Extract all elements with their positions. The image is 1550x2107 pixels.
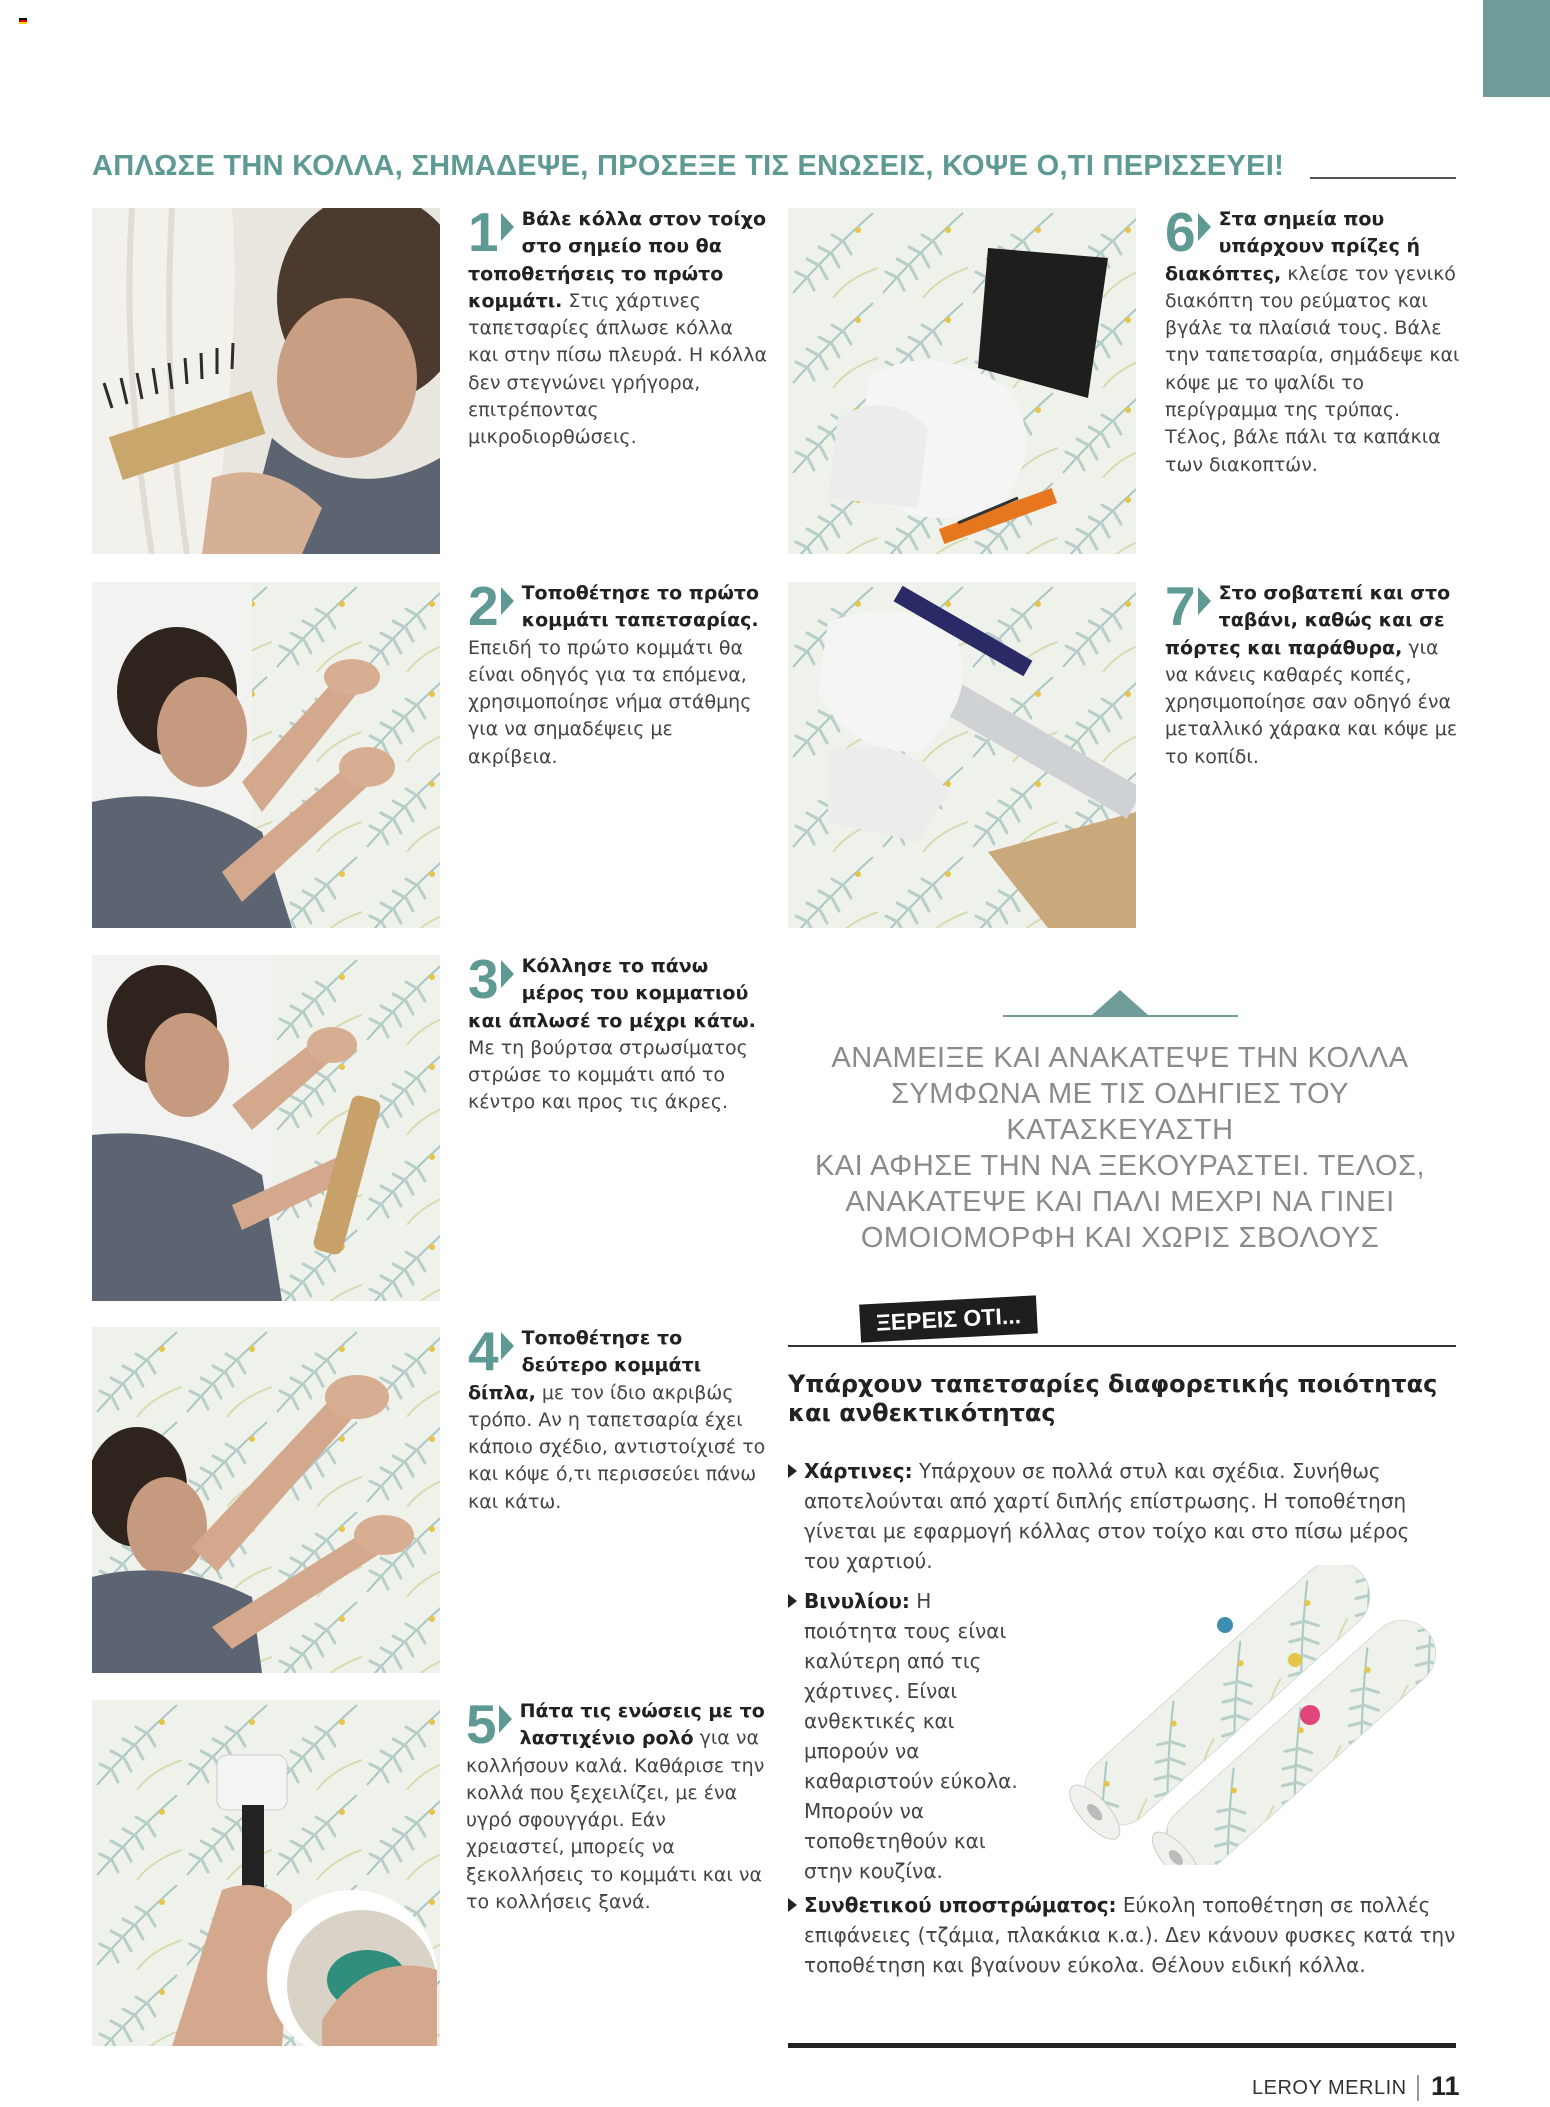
step-text: Με τη βούρτσα στρωσίματος στρώσε το κομμάτι από το κέντρο και προς τις άκρες. xyxy=(468,1036,748,1114)
step-number: 4 xyxy=(468,1326,514,1376)
tip-rule xyxy=(788,1345,1456,1347)
tip-item-label: Χάρτινες: xyxy=(804,1459,913,1483)
step-number: 7 xyxy=(1165,581,1211,631)
tip-item-synthetic xyxy=(788,1890,1464,1980)
step-number: 5 xyxy=(466,1699,512,1749)
tip-item-paper xyxy=(788,1456,1444,1576)
step-6 xyxy=(1165,201,1465,479)
quote-line: ΣΥΜΦΩΝΑ ΜΕ ΤΙΣ ΟΔΗΓΙΕΣ ΤΟΥ ΚΑΤΑΣΚΕΥΑΣΤΗ xyxy=(890,1078,1350,1146)
step-3-photo xyxy=(92,955,440,1301)
step-bold: Βάλε κόλλα στον τοίχο στο σημείο που θα τοποθετήσεις το πρώτο κομμάτι. xyxy=(468,208,767,312)
tip-item-text: Υπάρχουν σε πολλά στυλ και σχέδια. Συνήθως αποτελούνται από χαρτί διπλής επίστρωσης. Η τοποθέτηση γίνεται με εφαρμογή κόλλας στον τοίχο και στο πίσω μέρος του χαρτιού. xyxy=(804,1459,1410,1573)
step-7 xyxy=(1165,575,1465,771)
quote-line: ΚΑΙ ΑΦΗΣΕ ΤΗΝ ΝΑ ΞΕΚΟΥΡΑΣΤΕΙ. ΤΕΛΟΣ, xyxy=(814,1150,1426,1182)
step-5-photo xyxy=(92,1700,440,2046)
step-text: με τον ίδιο ακριβώς τρόπο. Αν η ταπετσαρία έχει κάποιο σχέδιο, αντιστοίχισέ το και κόψε ό,τι περισσεύει πάνω και κάτω. xyxy=(468,1381,766,1513)
step-bold: Τοποθέτησε το πρώτο κομμάτι ταπετσαρίας. xyxy=(521,582,760,632)
step-number: 1 xyxy=(468,207,514,257)
step-number: 2 xyxy=(468,581,514,631)
tip-heading: Υπάρχουν ταπετσαρίες διαφορετικής ποιότητας και ανθεκτικότητας xyxy=(788,1370,1438,1427)
step-bold: Κόλλησε το πάνω μέρος του κομματιού και άπλωσέ το μέχρι κάτω. xyxy=(468,955,756,1032)
step-text: για να κολλήσουν καλά. Καθάρισε την κολλά που ξεχειλίζει, με ένα υγρό σφουγγάρι. Εάν χρειαστεί, μπορείς να ξεκολλήσεις το κομμάτι και να το κολλήσεις ξανά. xyxy=(466,1727,765,1914)
tip-item-vinyl xyxy=(788,1586,1024,1886)
step-number: 3 xyxy=(468,954,514,1004)
step-2-photo xyxy=(92,582,440,928)
step-1-photo xyxy=(92,208,440,554)
step-5 xyxy=(466,1693,766,1916)
step-text: Στις χάρτινες ταπετσαρίες άπλωσε κόλλα και στην πίσω πλευρά. Η κόλλα δεν στεγνώνει γρήγορα, επιτρέποντας μικροδιορθώσεις. xyxy=(468,289,767,449)
flag-icon xyxy=(19,18,27,26)
step-bold: Τοποθέτησε το δεύτερο κομμάτι δίπλα, xyxy=(468,1327,702,1404)
quote-rule xyxy=(1003,1015,1238,1017)
step-1 xyxy=(468,201,768,452)
triangle-decoration xyxy=(1092,990,1148,1015)
footer-separator xyxy=(1417,2075,1419,2101)
wallpaper-rolls-image xyxy=(1025,1565,1455,1865)
step-3 xyxy=(468,948,768,1117)
tip-item-label: Συνθετικού υποστρώματος: xyxy=(804,1893,1117,1917)
step-number: 6 xyxy=(1165,207,1211,257)
title-rule xyxy=(1310,177,1456,179)
tip-item-text: Εύκολη τοποθέτηση σε πολλές επιφάνειες (τζάμια, πλακάκια κ.α.). Δεν κάνουν φυσκες κατά την τοποθέτηση και βγαίνουν εύκολα. Θέλουν ειδική κόλλα. xyxy=(804,1893,1456,1977)
page-number: 11 xyxy=(1431,2071,1460,2101)
step-bold: Πάτα τις ενώσεις με το λαστιχένιο ρολό xyxy=(519,1700,765,1750)
quote-line: ΑΝΑΜΕΙΞΕ ΚΑΙ ΑΝΑΚΑΤΕΨΕ ΤΗΝ ΚΟΛΛΑ xyxy=(831,1042,1409,1074)
step-4-photo xyxy=(92,1327,440,1673)
step-text: κλείσε τον γενικό διακόπτη του ρεύματος και βγάλε τα πλαίσιά τους. Βάλε την ταπετσαρία, σημάδεψε και κόψε με το ψαλίδι το περίγραμμα της τρύπας. Τέλος, βάλε πάλι τα καπάκια των διακοπτών. xyxy=(1165,262,1460,476)
tip-item-label: Βινυλίου: xyxy=(804,1589,910,1613)
step-6-photo xyxy=(788,208,1136,554)
step-4 xyxy=(468,1320,768,1516)
step-text: Επειδή το πρώτο κομμάτι θα είναι οδηγός για τα επόμενα, χρησιμοποίησε νήμα στάθμης για να σημαδέψεις με ακρίβεια. xyxy=(468,636,752,768)
quote-line: ΟΜΟΙΟΜΟΡΦΗ ΚΑΙ ΧΩΡΙΣ ΣΒΟΛΟΥΣ xyxy=(860,1222,1380,1254)
step-2 xyxy=(468,575,768,771)
step-7-photo xyxy=(788,582,1136,928)
did-you-know-tag: ΞΕΡΕΙΣ ΟΤΙ... xyxy=(859,1295,1038,1342)
quote-line: ΑΝΑΚΑΤΕΨΕ ΚΑΙ ΠΑΛΙ ΜΕΧΡΙ ΝΑ ΓΙΝΕΙ xyxy=(845,1186,1395,1218)
mixing-tip-quote xyxy=(790,1040,1450,1256)
step-text: για να κάνεις καθαρές κοπές, χρησιμοποίησε σαν οδηγό ένα μεταλλικό χάρακα και κόψε με το κοπίδι. xyxy=(1165,636,1458,768)
step-bold: Στα σημεία που υπάρχουν πρίζες ή διακόπτες, xyxy=(1165,208,1421,285)
tip-item-text: Η ποιότητα τους είναι καλύτερη από τις χάρτινες. Είναι ανθεκτικές και μπορούν να καθαριστούν εύκολα. Μπορούν να τοποθετηθούν και στην κουζίνα. xyxy=(804,1589,1018,1883)
brand-name: LEROY MERLIN xyxy=(1252,2077,1407,2099)
corner-tab xyxy=(1483,0,1550,97)
step-bold: Στο σοβατεπί και στο ταβάνι, καθώς και σε πόρτες και παράθυρα, xyxy=(1165,582,1451,659)
bottom-rule xyxy=(788,2043,1456,2048)
page-title: ΑΠΛΩΣΕ ΤΗΝ ΚΟΛΛΑ, ΣΗΜΑΔΕΨΕ, ΠΡΟΣΕΞΕ ΤΙΣ ΕΝΩΣΕΙΣ, ΚΟΨΕ Ο,ΤΙ ΠΕΡΙΣΣΕΥΕΙ! xyxy=(92,150,1285,182)
